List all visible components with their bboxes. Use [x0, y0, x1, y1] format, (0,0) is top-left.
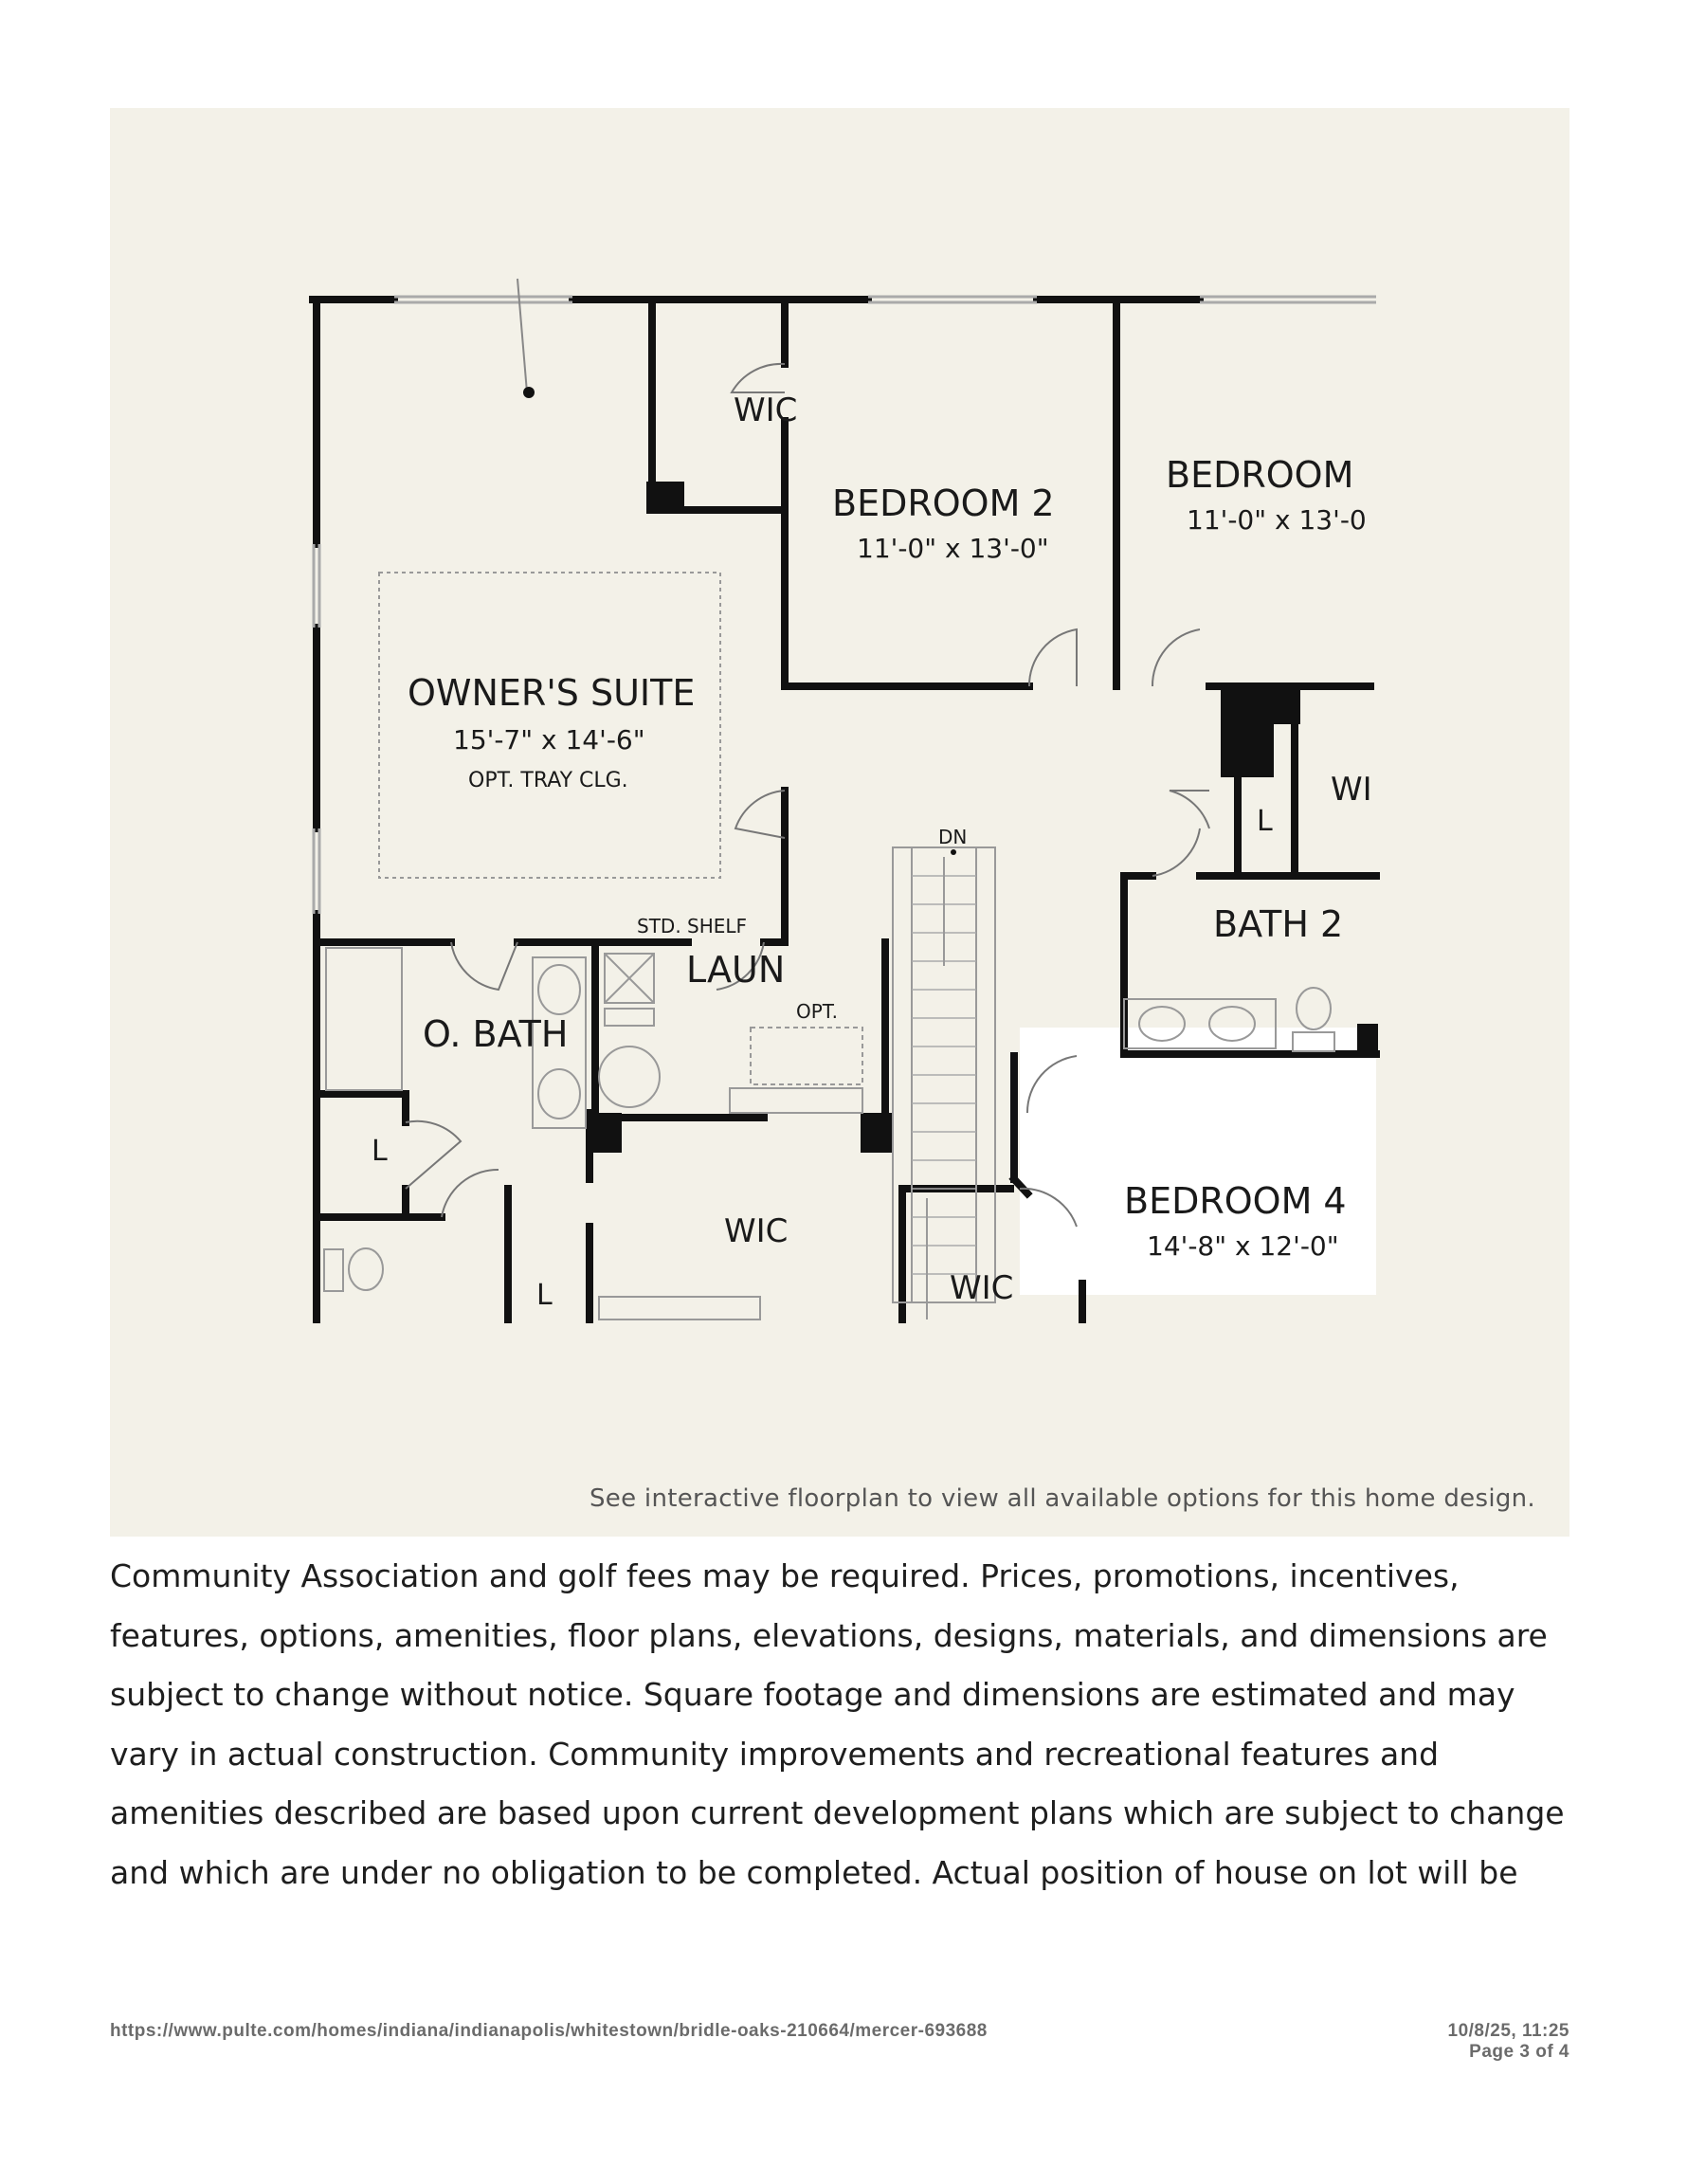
label-opt: OPT. [796, 1000, 839, 1023]
stair-label-dn: DN [938, 826, 968, 848]
room-label-linen-obath: L [372, 1135, 388, 1168]
disclaimer-line: and which are under no obligation to be completed. Actual position of house on lot will be [110, 1853, 1518, 1891]
floorplan-image [110, 108, 1569, 1537]
room-label-linen-bath2: L [1257, 805, 1273, 838]
stair-dot [951, 849, 956, 855]
room-label-bedroom4: BEDROOM 4 [1124, 1180, 1347, 1222]
footer-url: https://www.pulte.com/homes/indiana/indianapolis/whitestown/bridle-oaks-210664/mercer-693688 [110, 2021, 988, 2041]
floorplan-drawing [110, 108, 1569, 1537]
room-label-bedroom3: BEDROOM [1166, 454, 1354, 496]
room-dim-owners-suite: 15'-7" x 14'-6" [453, 724, 645, 755]
room-label-wic-bottom: WIC [950, 1269, 1014, 1307]
label-std-shelf: STD. SHELF [637, 915, 748, 937]
room-note-tray-ceiling: OPT. TRAY CLG. [468, 769, 628, 792]
room-label-linen-bottom: L [536, 1279, 553, 1312]
windows [314, 297, 1376, 914]
disclaimer-text [110, 1547, 1588, 1902]
fan-dot [523, 387, 535, 398]
room-label-bath2: BATH 2 [1213, 903, 1344, 945]
room-label-o-bath: O. BATH [423, 1013, 569, 1055]
room-label-laun: LAUN [686, 949, 786, 991]
room-dim-bedroom3: 11'-0" x 13'-0 [1187, 504, 1367, 536]
disclaimer-line: amenities described are based upon current development plans which are subject to change [110, 1794, 1565, 1831]
room-dim-bedroom4: 14'-8" x 12'-0" [1147, 1230, 1339, 1262]
footer-page-number: Page 3 of 4 [1469, 2042, 1569, 2062]
room-label-owners-suite: OWNER'S SUITE [408, 672, 696, 714]
room-label-wi: WI [1331, 771, 1372, 809]
floorplan-note: See interactive floorplan to view all available options for this home design. [589, 1484, 1535, 1513]
footer-meta [1448, 2021, 1570, 2063]
footer-datetime: 10/8/25, 11:25 [1447, 2021, 1569, 2041]
room-dim-bedroom2: 11'-0" x 13'-0" [857, 533, 1049, 564]
disclaimer-line: features, options, amenities, floor plans, elevations, designs, materials, and dimensions are [110, 1616, 1548, 1654]
disclaimer-line: Community Association and golf fees may be required. Prices, promotions, incentives, [110, 1557, 1460, 1594]
room-label-wic-center: WIC [724, 1212, 789, 1250]
room-label-wic-top: WIC [734, 391, 798, 429]
disclaimer-line: subject to change without notice. Square footage and dimensions are estimated and may [110, 1676, 1515, 1713]
room-label-bedroom2: BEDROOM 2 [832, 482, 1055, 524]
disclaimer-line: vary in actual construction. Community improvements and recreational features and [110, 1735, 1440, 1773]
